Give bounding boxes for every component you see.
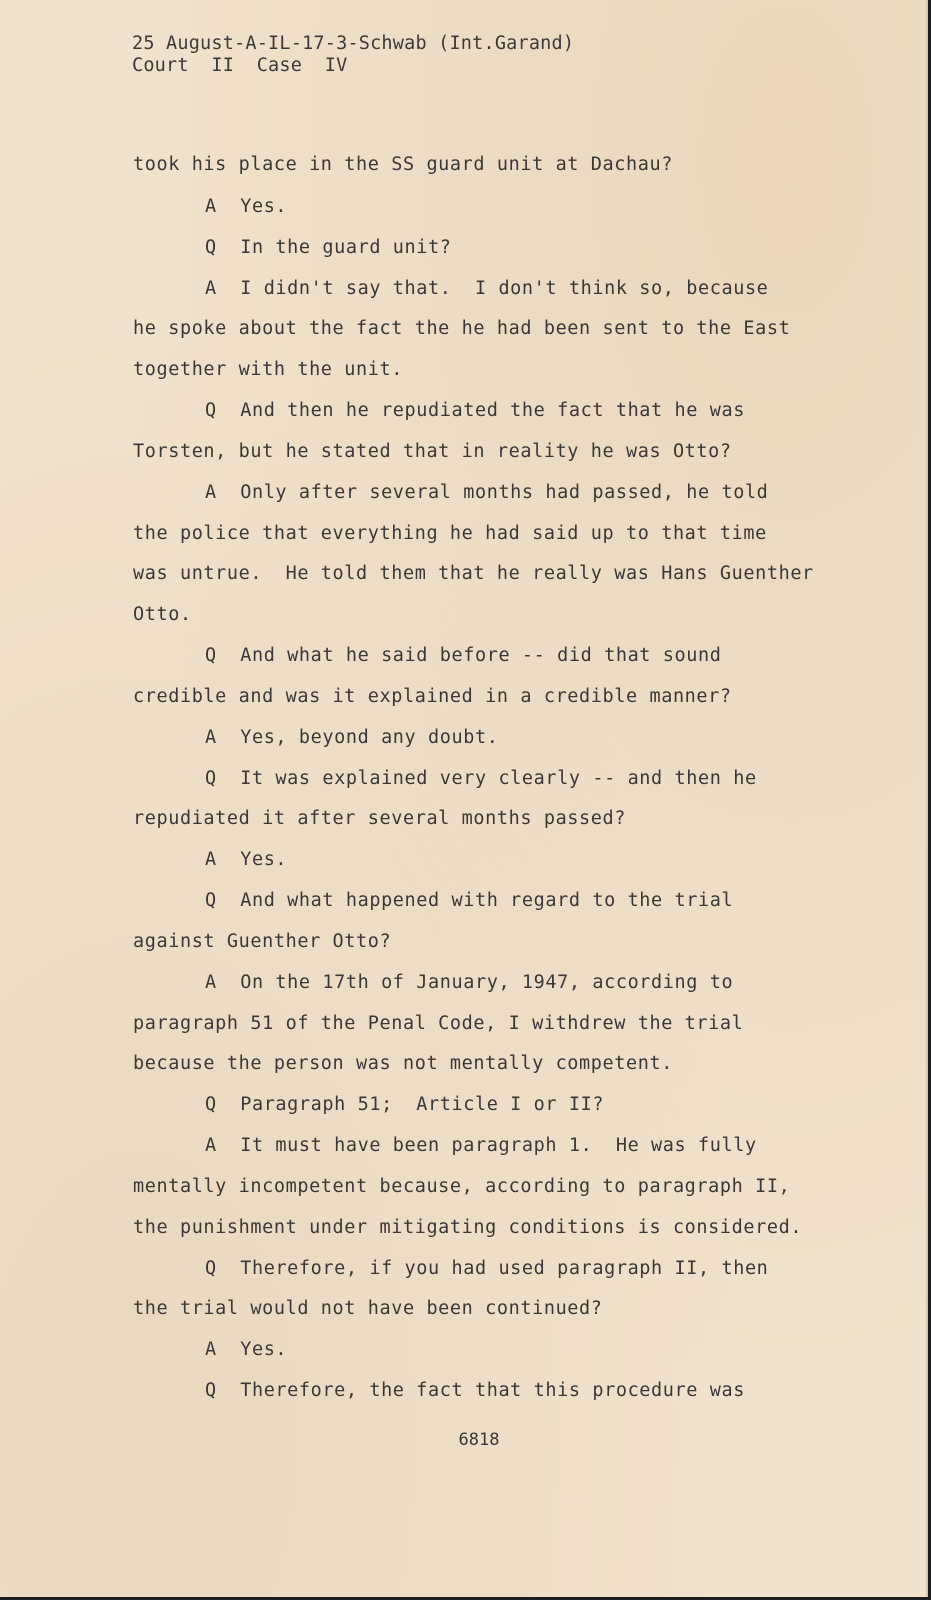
- transcript-line: the punishment under mitigating conditions is considered.: [133, 1217, 803, 1238]
- document-header: [132, 33, 574, 77]
- transcript-line: A Yes.: [205, 1339, 288, 1360]
- transcript-line: together with the unit.: [133, 359, 403, 380]
- transcript-line: Q Therefore, the fact that this procedure was: [205, 1380, 745, 1401]
- transcript-line: Q Therefore, if you had used paragraph II, then: [205, 1258, 769, 1279]
- transcript-line: Q It was explained very clearly -- and then he: [205, 768, 757, 789]
- transcript-line: A Yes.: [205, 196, 288, 217]
- transcript-line: Q And what he said before -- did that sound: [205, 645, 722, 666]
- transcript-line: credible and was it explained in a credible manner?: [133, 686, 732, 707]
- transcript-line: the police that everything he had said up to that time: [133, 523, 767, 544]
- transcript-line: he spoke about the fact the he had been sent to the East: [133, 318, 791, 339]
- transcript-line: against Guenther Otto?: [133, 931, 392, 952]
- transcript-line: A It must have been paragraph 1. He was fully: [205, 1135, 757, 1156]
- transcript-line: A Only after several months had passed, he told: [205, 482, 769, 503]
- transcript-line: Otto.: [133, 604, 192, 625]
- transcript-line: Torsten, but he stated that in reality he was Otto?: [133, 441, 732, 462]
- transcript-line: A Yes.: [205, 849, 288, 870]
- header-reference-line: 25 August-A-IL-17-3-Schwab (Int.Garand): [132, 33, 575, 54]
- transcript-line: A Yes, beyond any doubt.: [205, 727, 499, 748]
- transcript-line: was untrue. He told them that he really was Hans Guenther: [133, 563, 814, 584]
- transcript-line: Q And then he repudiated the fact that he was: [205, 400, 745, 421]
- transcript-line: paragraph 51 of the Penal Code, I withdrew the trial: [133, 1013, 744, 1034]
- transcript-line: A On the 17th of January, 1947, according to: [205, 972, 734, 993]
- transcript-line: Q Paragraph 51; Article I or II?: [205, 1094, 605, 1115]
- header-court-line: Court II Case IV: [132, 55, 348, 76]
- transcript-line: mentally incompetent because, according to paragraph II,: [133, 1176, 791, 1197]
- page-number: 6818: [458, 1430, 500, 1450]
- transcript-line: repudiated it after several months passed?: [133, 808, 626, 829]
- transcript-line: Q And what happened with regard to the trial: [205, 890, 734, 911]
- transcript-line: the trial would not have been continued?: [133, 1298, 603, 1319]
- transcript-line: because the person was not mentally competent.: [133, 1053, 673, 1074]
- transcript-line: Q In the guard unit?: [205, 237, 452, 258]
- transcript-line: A I didn't say that. I don't think so, because: [205, 278, 769, 299]
- transcript-line: took his place in the SS guard unit at Dachau?: [133, 154, 673, 175]
